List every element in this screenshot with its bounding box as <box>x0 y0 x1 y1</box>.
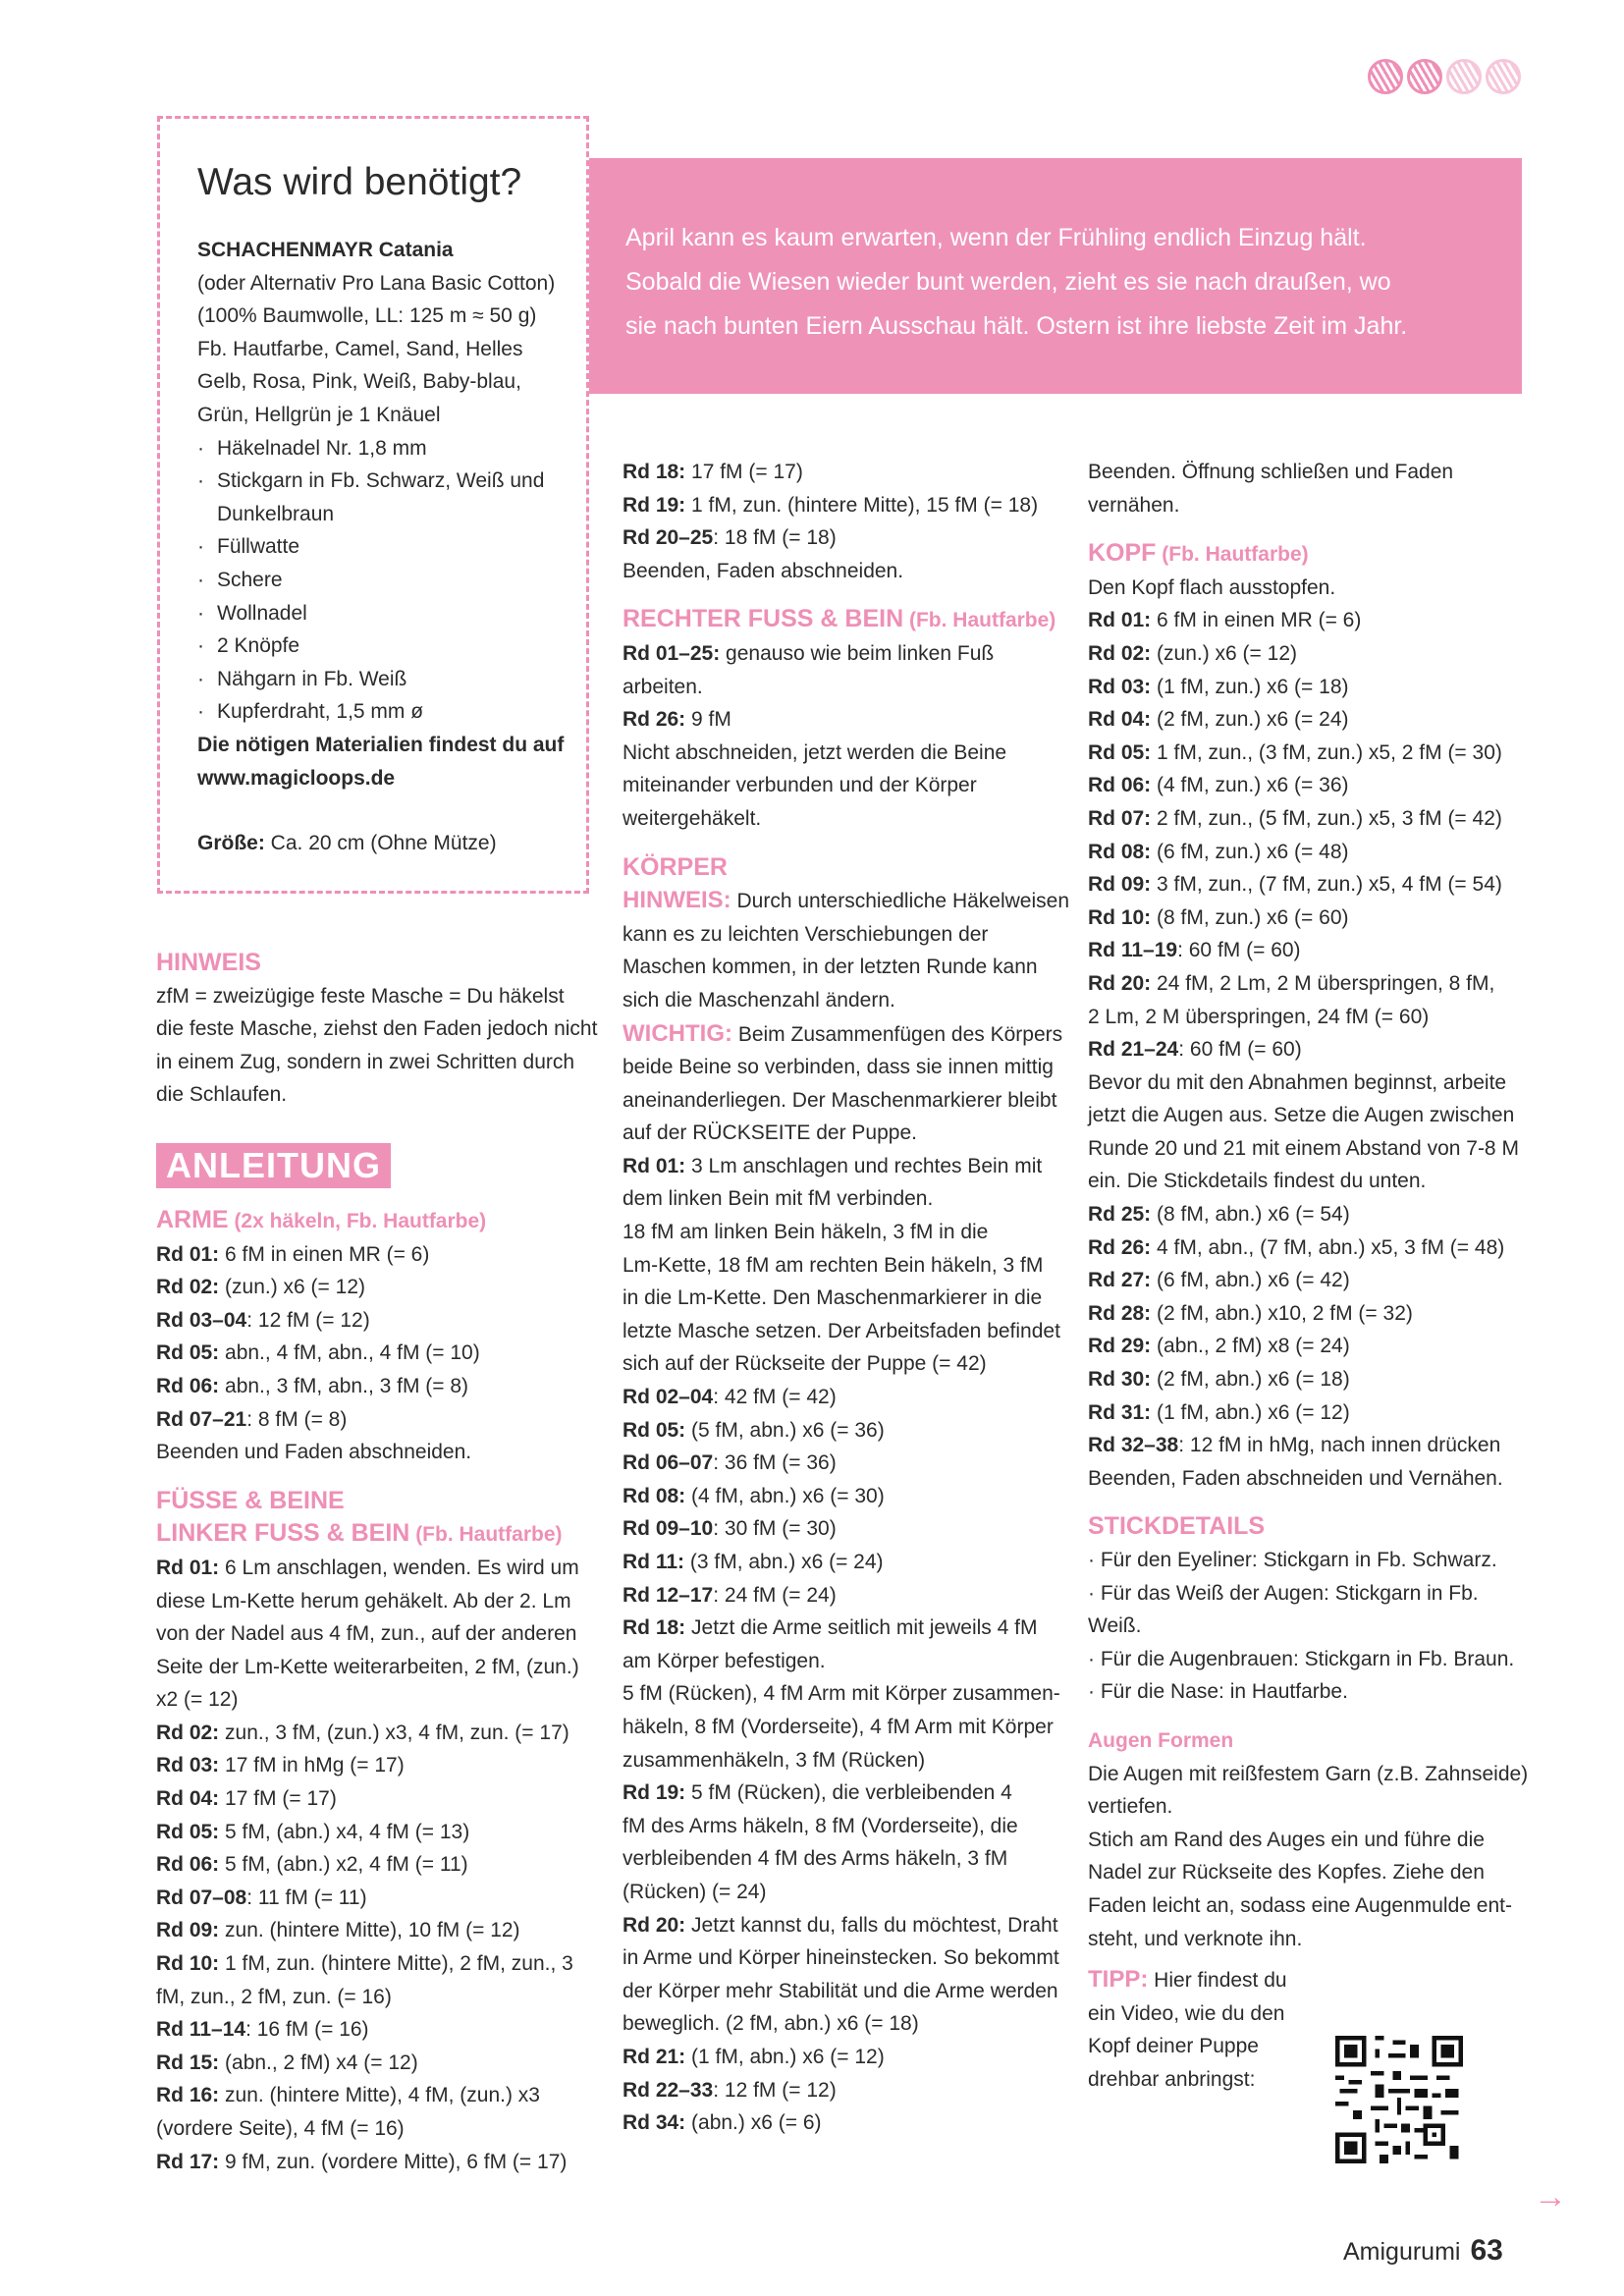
round-row-cont: (vordere Seite), 4 fM (= 16) <box>156 2117 405 2140</box>
round-row: Rd 05: (5 fM, abn.) x6 (= 36) <box>623 1418 885 1442</box>
round-row: Rd 20: 24 fM, 2 Lm, 2 M überspringen, 8 fM, <box>1088 971 1495 995</box>
round-row-cont: 5 fM (Rücken), 4 fM Arm mit Körper zusammen- <box>623 1682 1060 1706</box>
round-row: Rd 02–04: 42 fM (= 42) <box>623 1386 837 1409</box>
round-row: Rd 29: (abn., 2 fM) x8 (= 24) <box>1088 1335 1350 1358</box>
round-row: Rd 01: 6 fM in einen MR (= 6) <box>156 1242 430 1266</box>
round-row-cont: Lm-Kette, 18 fM am rechten Bein häkeln, 3 fM <box>623 1253 1044 1277</box>
round-row: Rd 06–07: 36 fM (= 36) <box>623 1451 837 1475</box>
note-line: aneinanderliegen. Der Maschenmarkierer bleibt <box>623 1088 1057 1112</box>
material-item: · Wollnadel <box>197 597 570 630</box>
website-link[interactable]: www.magicloops.de <box>197 766 396 790</box>
hinweis-row: HINWEIS: Durch unterschiedliche Häkelweisen <box>623 887 1070 914</box>
tipp-row: TIPP: Hier findest du <box>1088 1966 1287 1994</box>
round-row-cont: 2 Lm, 2 M überspringen, 24 fM (= 60) <box>1088 1005 1430 1028</box>
stick-line: · Für den Eyeliner: Stickgarn in Fb. Schwarz. <box>1088 1549 1497 1571</box>
round-row: Rd 03–04: 12 fM (= 12) <box>156 1308 370 1332</box>
augen-line: Nadel zur Rückseite des Kopfes. Ziehe den <box>1088 1861 1485 1885</box>
round-row: Rd 25: (8 fM, abn.) x6 (= 54) <box>1088 1203 1350 1227</box>
linker-sub: (Fb. Hautfarbe) <box>409 1523 563 1547</box>
round-row: Rd 11: (3 fM, abn.) x6 (= 24) <box>623 1551 884 1573</box>
note-line: Runde 20 und 21 mit einem Abstand von 7-8 M <box>1088 1136 1519 1160</box>
yarn-line: Fb. Hautfarbe, Camel, Sand, Helles <box>197 337 523 360</box>
next-page-arrow-icon[interactable]: → <box>1534 2178 1567 2215</box>
note-line: Den Kopf flach ausstopfen. <box>1088 575 1336 599</box>
koerper-heading: KÖRPER <box>623 852 728 881</box>
stick-line: · Für die Augenbrauen: Stickgarn in Fb. Braun. <box>1088 1647 1515 1670</box>
note-line: weitergehäkelt. <box>623 806 762 830</box>
round-row-cont: diese Lm-Kette herum gehäkelt. Ab der 2. Lm <box>156 1589 571 1613</box>
arme-sub: (2x häkeln, Fb. Hautfarbe) <box>228 1209 487 1232</box>
linker-title: LINKER FUSS & BEIN <box>156 1519 410 1548</box>
round-row: Rd 02: zun., 3 fM, (zun.) x3, 4 fM, zun. (= 17) <box>156 1721 569 1744</box>
augen-line: steht, und verknote ihn. <box>1088 1927 1303 1950</box>
round-row: Rd 11–19: 60 fM (= 60) <box>1088 939 1301 962</box>
material-item: · Füllwatte <box>197 530 570 564</box>
size-line <box>197 827 570 860</box>
round-row-cont: letzte Masche setzen. Der Arbeitsfaden befindet <box>623 1319 1060 1342</box>
end-note: Beenden, Faden abschneiden und Vernähen. <box>1088 1466 1503 1490</box>
round-row: Rd 10: (8 fM, zun.) x6 (= 60) <box>1088 905 1349 929</box>
find-materials-text: Die nötigen Materialien findest du auf <box>197 733 565 756</box>
round-row-cont: von der Nadel aus 4 fM, zun., auf der anderen <box>156 1622 577 1646</box>
round-row: Rd 30: (2 fM, abn.) x6 (= 18) <box>1088 1368 1350 1392</box>
round-row: Rd 01: 6 Lm anschlagen, wenden. Es wird um <box>156 1556 579 1579</box>
kopf-heading: KOPF (Fb. Hautfarbe) <box>1088 539 1309 568</box>
augen-line: Die Augen mit reißfestem Garn (z.B. Zahnseide) <box>1088 1762 1529 1785</box>
round-row: Rd 08: (4 fM, abn.) x6 (= 30) <box>623 1484 885 1507</box>
round-row-cont: Seite der Lm-Kette weiterarbeiten, 2 fM, (zun.) <box>156 1655 579 1678</box>
arme-title: ARME <box>156 1205 229 1233</box>
round-row-cont: dem linken Bein mit fM verbinden. <box>623 1187 934 1211</box>
round-row: Rd 27: (6 fM, abn.) x6 (= 42) <box>1088 1269 1350 1292</box>
page-number: 63 <box>1470 2234 1503 2267</box>
round-row: Rd 09: zun. (hintere Mitte), 10 fM (= 12) <box>156 1919 520 1942</box>
intro-text <box>625 216 1509 349</box>
yarn-name: SCHACHENMAYR Catania <box>197 239 454 261</box>
wichtig-row: WICHTIG: Beim Zusammenfügen des Körpers <box>623 1019 1063 1047</box>
end-note: vernähen. <box>1088 493 1180 517</box>
yarn-line: (oder Alternativ Pro Lana Basic Cotton) <box>197 271 556 295</box>
intro-line: Sobald die Wiesen wieder bunt werden, zieht es sie nach draußen, wo <box>625 268 1391 296</box>
round-row-cont: der Körper mehr Stabilität und die Arme werden <box>623 1979 1058 2002</box>
note-line: auf der RÜCKSEITE der Puppe. <box>623 1121 917 1145</box>
augen-line: Faden leicht an, sodass eine Augenmulde ent- <box>1088 1893 1512 1917</box>
round-row: Rd 03: 17 fM in hMg (= 17) <box>156 1754 405 1777</box>
yarn-ball-icon <box>1368 59 1403 94</box>
note-line: beide Beine so verbinden, dass sie innen mittig <box>623 1056 1054 1079</box>
round-row: Rd 18: Jetzt die Arme seitlich mit jeweils 4 fM <box>623 1616 1038 1640</box>
round-row: Rd 07–08: 11 fM (= 11) <box>156 1886 367 1909</box>
round-row-cont: am Körper befestigen. <box>623 1649 826 1672</box>
linker-fuss-heading <box>156 1517 578 1552</box>
round-row: Rd 34: (abn.) x6 (= 6) <box>623 2111 822 2135</box>
note-line: Nicht abschneiden, jetzt werden die Beine <box>623 740 1007 764</box>
magazine-section: Amigurumi <box>1343 2238 1461 2266</box>
round-row: Rd 04: (2 fM, zun.) x6 (= 24) <box>1088 708 1349 732</box>
round-row-cont: häkeln, 8 fM (Vorderseite), 4 fM Arm mit Körper <box>623 1715 1054 1738</box>
round-row: Rd 03: (1 fM, zun.) x6 (= 18) <box>1088 675 1349 698</box>
end-note: Beenden und Faden abschneiden. <box>156 1441 472 1464</box>
yarn-line: (100% Baumwolle, LL: 125 m ≈ 50 g) <box>197 304 537 328</box>
round-row-cont: in die Lm-Kette. Den Maschenmarkierer in die <box>623 1286 1043 1310</box>
augen-line: vertiefen. <box>1088 1795 1173 1819</box>
arme-heading <box>156 1204 578 1238</box>
round-row: Rd 09: 3 fM, zun., (7 fM, zun.) x5, 4 fM (= 54) <box>1088 873 1502 897</box>
stickdetails-heading: STICKDETAILS <box>1088 1512 1266 1541</box>
round-row: Rd 08: (6 fM, zun.) x6 (= 48) <box>1088 840 1349 863</box>
hinweis-line: in einem Zug, sondern in zwei Schritten durch <box>156 1050 575 1073</box>
column-middle <box>623 456 1070 2140</box>
material-item: · Nähgarn in Fb. Weiß <box>197 663 570 696</box>
round-row: Rd 20–25: 18 fM (= 18) <box>623 526 837 550</box>
note-line: kann es zu leichten Verschiebungen der <box>623 922 989 946</box>
materials-list <box>197 234 570 860</box>
materials-title: Was wird benötigt? <box>197 161 522 203</box>
qr-code-icon[interactable] <box>1335 2036 1463 2163</box>
tipp-line: drehbar anbringst: <box>1088 2067 1256 2091</box>
material-item-cont: Dunkelbraun <box>217 502 335 525</box>
yarn-line: Grün, Hellgrün je 1 Knäuel <box>197 403 441 426</box>
hinweis-line: die Schlaufen. <box>156 1083 288 1107</box>
round-row: Rd 28: (2 fM, abn.) x10, 2 fM (= 32) <box>1088 1301 1413 1325</box>
tipp-line: Kopf deiner Puppe <box>1088 2035 1259 2058</box>
note-line: ein. Die Stickdetails findest du unten. <box>1088 1170 1427 1193</box>
round-row: Rd 19: 1 fM, zun. (hintere Mitte), 15 fM (= 18) <box>623 493 1039 517</box>
round-row: Rd 06: 5 fM, (abn.) x2, 4 fM (= 11) <box>156 1853 468 1877</box>
round-row: Rd 07: 2 fM, zun., (5 fM, zun.) x5, 3 fM (= 42) <box>1088 806 1502 830</box>
tipp-line: ein Video, wie du den <box>1088 2001 1285 2025</box>
yarn-line: Gelb, Rosa, Pink, Weiß, Baby-blau, <box>197 370 521 394</box>
yarn-ball-icon <box>1446 59 1482 94</box>
round-row-cont: fM, zun., 2 fM, zun. (= 16) <box>156 1985 392 2008</box>
round-row-cont: arbeiten. <box>623 675 703 698</box>
round-row: Rd 26: 4 fM, abn., (7 fM, abn.) x5, 3 fM (= 48) <box>1088 1235 1505 1259</box>
yarn-ball-icon <box>1486 59 1521 94</box>
round-row: Rd 16: zun. (hintere Mitte), 4 fM, (zun.) x3 <box>156 2084 540 2107</box>
round-row: Rd 11–14: 16 fM (= 16) <box>156 2018 369 2042</box>
round-row: Rd 26: 9 fM <box>623 708 731 732</box>
hinweis-line: zfM = zweizügige feste Masche = Du häkelst <box>156 984 565 1008</box>
page-footer <box>1343 2234 1503 2268</box>
round-row: Rd 18: 17 fM (= 17) <box>623 461 803 483</box>
note-line: Bevor du mit den Abnahmen beginnst, arbeite <box>1088 1070 1507 1094</box>
round-row: Rd 32–38: 12 fM in hMg, nach innen drücken <box>1088 1434 1501 1457</box>
column-left <box>156 947 598 2178</box>
material-item: · 2 Knöpfe <box>197 629 570 663</box>
material-item: · Kupferdraht, 1,5 mm ø <box>197 695 570 729</box>
stick-line: · Für die Nase: in Hautfarbe. <box>1088 1680 1348 1704</box>
round-row: Rd 05: abn., 4 fM, abn., 4 fM (= 10) <box>156 1341 480 1365</box>
size-label: Größe: <box>197 832 265 855</box>
round-row-cont: x2 (= 12) <box>156 1688 239 1712</box>
material-item: · Häkelnadel Nr. 1,8 mm <box>197 432 570 465</box>
round-row: Rd 22–33: 12 fM (= 12) <box>623 2078 837 2102</box>
fuesse-heading: FÜSSE & BEINE <box>156 1486 345 1514</box>
stick-line: Weiß. <box>1088 1614 1142 1638</box>
round-row: Rd 21–24: 60 fM (= 60) <box>1088 1038 1302 1062</box>
round-row-cont: (Rücken) (= 24) <box>623 1880 767 1903</box>
round-row-cont: zusammenhäkeln, 3 fM (Rücken) <box>623 1748 926 1772</box>
hinweis-heading: HINWEIS <box>156 949 261 976</box>
augen-line: Stich am Rand des Auges ein und führe die <box>1088 1828 1485 1851</box>
round-row-cont: sich auf der Rückseite der Puppe (= 42) <box>623 1352 987 1376</box>
round-row: Rd 15: (abn., 2 fM) x4 (= 12) <box>156 2050 418 2074</box>
round-row: Rd 01–25: genauso wie beim linken Fuß <box>623 641 995 665</box>
round-row: Rd 05: 1 fM, zun., (3 fM, zun.) x5, 2 fM (= 30) <box>1088 740 1502 764</box>
round-row: Rd 17: 9 fM, zun. (vordere Mitte), 6 fM (= 17) <box>156 2150 568 2173</box>
round-row-cont: verbleibenden 4 fM des Arms häkeln, 3 fM <box>623 1847 1008 1871</box>
round-row: Rd 19: 5 fM (Rücken), die verbleibenden 4 <box>623 1781 1012 1805</box>
round-row: Rd 01: 3 Lm anschlagen und rechtes Bein mit <box>623 1154 1043 1177</box>
round-row: Rd 20: Jetzt kannst du, falls du möchtest, Draht <box>623 1913 1058 1937</box>
size-value: Ca. 20 cm (Ohne Mütze) <box>264 832 497 855</box>
material-item: · Stickgarn in Fb. Schwarz, Weiß und <box>197 465 570 498</box>
round-row: Rd 31: (1 fM, abn.) x6 (= 12) <box>1088 1400 1350 1424</box>
intro-line: sie nach bunten Eiern Ausschau hält. Ostern ist ihre liebste Zeit im Jahr. <box>625 312 1408 340</box>
round-row: Rd 05: 5 fM, (abn.) x4, 4 fM (= 13) <box>156 1820 470 1843</box>
round-row-cont: 18 fM am linken Bein häkeln, 3 fM in die <box>623 1221 989 1244</box>
yarn-ball-icon <box>1407 59 1442 94</box>
round-row: Rd 02: (zun.) x6 (= 12) <box>156 1276 365 1299</box>
round-row-cont: fM des Arms häkeln, 8 fM (Vorderseite), die <box>623 1814 1018 1837</box>
round-row: Rd 07–21: 8 fM (= 8) <box>156 1407 348 1431</box>
round-row: Rd 12–17: 24 fM (= 24) <box>623 1583 837 1607</box>
end-note: Beenden. Öffnung schließen und Faden <box>1088 461 1454 483</box>
round-row-cont: beweglich. (2 fM, abn.) x6 (= 18) <box>623 2012 919 2036</box>
material-item: · Schere <box>197 564 570 597</box>
round-row: Rd 01: 6 fM in einen MR (= 6) <box>1088 609 1362 632</box>
note-line: jetzt die Augen aus. Setze die Augen zwischen <box>1088 1104 1515 1127</box>
note-line: Maschen kommen, in der letzten Runde kann <box>623 956 1038 979</box>
anleitung-heading: ANLEITUNG <box>156 1143 391 1188</box>
round-row: Rd 06: (4 fM, zun.) x6 (= 36) <box>1088 774 1349 797</box>
intro-line: April kann es kaum erwarten, wenn der Frühling endlich Einzug hält. <box>625 224 1367 251</box>
note-line: sich die Maschenzahl ändern. <box>623 988 895 1011</box>
hinweis-line: die feste Masche, ziehst den Faden jedoch nicht <box>156 1017 598 1041</box>
yarn-balls-decoration <box>1368 59 1521 94</box>
stick-line: · Für das Weiß der Augen: Stickgarn in Fb. <box>1088 1581 1479 1605</box>
round-row: Rd 10: 1 fM, zun. (hintere Mitte), 2 fM, zun., 3 <box>156 1952 573 1976</box>
end-note: Beenden, Faden abschneiden. <box>623 559 904 582</box>
round-row: Rd 06: abn., 3 fM, abn., 3 fM (= 8) <box>156 1374 469 1397</box>
round-row: Rd 02: (zun.) x6 (= 12) <box>1088 641 1297 665</box>
round-row: Rd 04: 17 fM (= 17) <box>156 1787 337 1811</box>
note-line: miteinander verbunden und der Körper <box>623 774 977 797</box>
column-right <box>1088 456 1530 2097</box>
round-row: Rd 09–10: 30 fM (= 30) <box>623 1517 837 1541</box>
round-row: Rd 21: (1 fM, abn.) x6 (= 12) <box>623 2045 885 2068</box>
rechter-fuss-heading: RECHTER FUSS & BEIN (Fb. Hautfarbe) <box>623 605 1056 633</box>
round-row-cont: in Arme und Körper hineinstecken. So bekommt <box>623 1946 1059 1970</box>
augen-formen-heading: Augen Formen <box>1088 1728 1234 1752</box>
